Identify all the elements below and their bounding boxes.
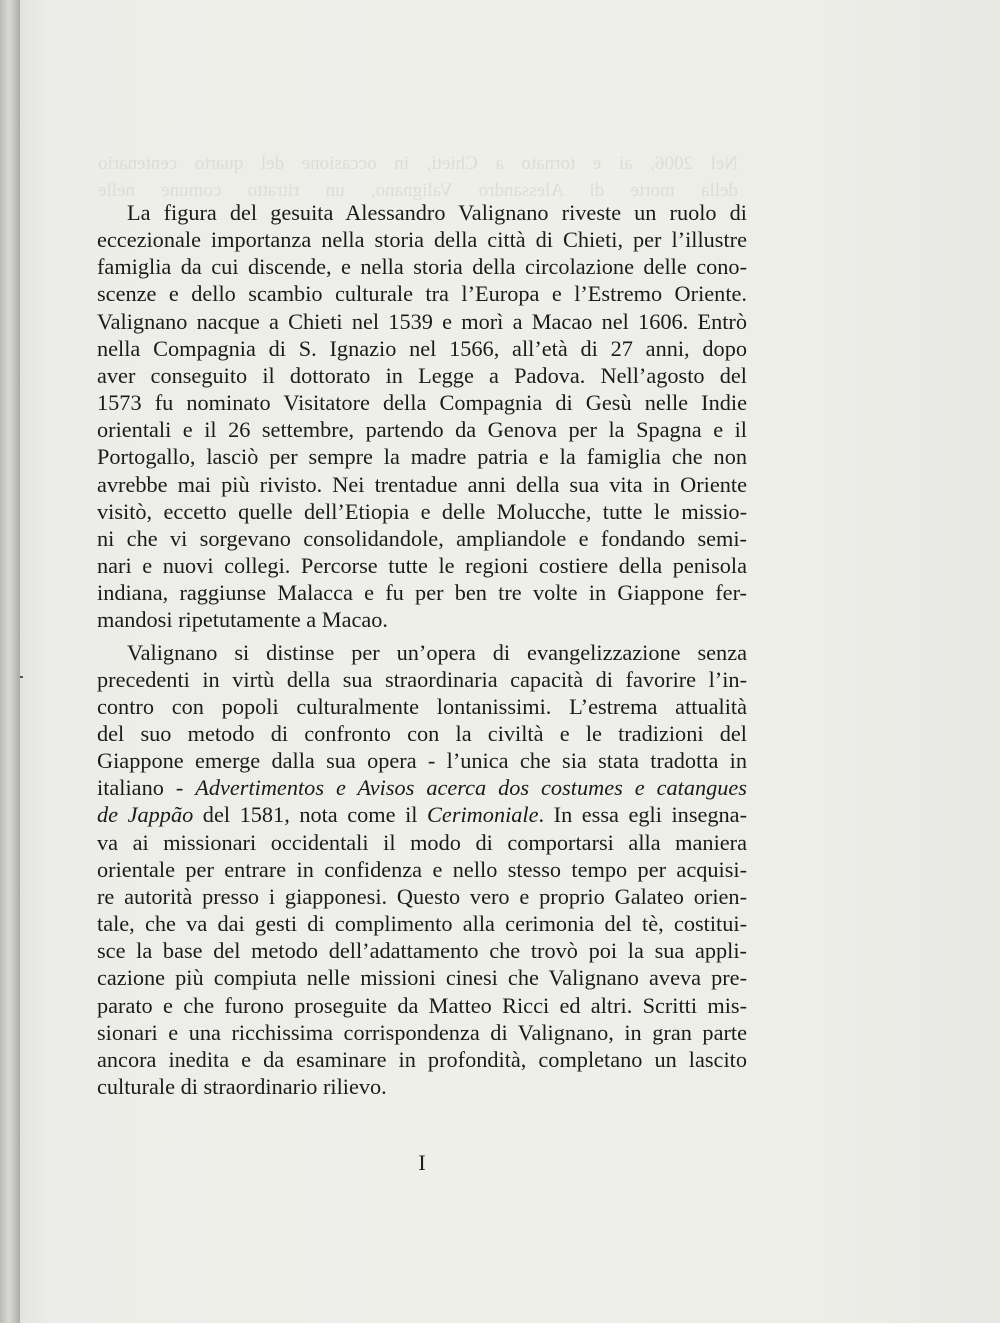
- text-line: mandosi ripetutamente a Macao.: [97, 607, 388, 633]
- text-line: re autorità presso i giapponesi. Questo vero e proprio Galateo orien-: [97, 883, 747, 909]
- text-line: orientale per entrare in confidenza e nello stesso tempo per acquisi-: [97, 856, 747, 882]
- paragraph-2: [97, 639, 747, 1101]
- text-line: scenze e dello scambio culturale tra l’Europa e l’Estremo Oriente.: [97, 281, 747, 307]
- text-line: orientali e il 26 settembre, partendo da Genova per la Spagna e il: [97, 417, 747, 443]
- page-edge-mark: [20, 676, 23, 678]
- text-line: [97, 774, 747, 801]
- text-line: famiglia da cui discende, e nella storia della circolazione delle cono-: [97, 254, 747, 280]
- bleed-through-line: Nel 2006, ai e tornato a Chieti, in occasione del quarto centenario: [98, 153, 738, 174]
- text-line: visitò, eccetto quelle dell’Etiopia e delle Molucche, tutte le missio-: [97, 498, 747, 524]
- text-line: indiana, raggiunse Malacca e fu per ben tre volte in Giappone fer-: [97, 580, 747, 606]
- text-line: parato e che furono proseguite da Matteo Ricci ed altri. Scritti mis-: [97, 992, 747, 1018]
- text-line: Portogallo, lasciò per sempre la madre patria e la famiglia che non: [97, 444, 747, 470]
- bleed-through-line: della morte di Alessandro Valignano, un ritratto comune nelle: [98, 180, 738, 201]
- text-line: contro con popoli culturalmente lontanissimi. L’estrema attualità: [97, 693, 747, 719]
- text-line: cazione più compiuta nelle missioni cinesi che Valignano aveva pre-: [97, 965, 747, 991]
- text-line: tale, che va dai gesti di complimento alla cerimonia del tè, costitui-: [97, 911, 747, 937]
- text-line: aver conseguito il dottorato in Legge a Padova. Nell’agosto del: [97, 362, 747, 388]
- body-text: [97, 199, 747, 1100]
- text-segment: . In essa egli insegna-: [538, 802, 748, 828]
- text-segment: italiano -: [97, 775, 196, 801]
- text-line: ancora inedita e da esaminare in profondità, completano un lascito: [97, 1046, 747, 1072]
- text-line: [97, 801, 747, 828]
- book-spine-edge: [0, 0, 20, 1323]
- text-line: ni che vi sorgevano consolidandole, ampliandole e fondando semi-: [97, 525, 747, 551]
- text-line: culturale di straordinario rilievo.: [97, 1074, 387, 1099]
- bleed-through-text: [98, 150, 738, 204]
- text-line: precedenti in virtù della sua straordinaria capacità di favorire l’in-: [97, 666, 747, 692]
- text-line: avrebbe mai più rivisto. Nei trentadue anni della sua vita in Oriente: [97, 471, 747, 497]
- paragraph-1: [97, 199, 747, 634]
- book-title-italic: Cerimoniale: [427, 802, 539, 828]
- text-line: del suo metodo di confronto con la civiltà e le tradizioni del: [97, 720, 747, 746]
- page-number: I: [418, 1150, 426, 1175]
- book-page: [20, 0, 1000, 1323]
- text-segment: del 1581, nota come il: [193, 802, 428, 828]
- text-line: sce la base del metodo dell’adattamento che trovò poi la sua appli-: [97, 938, 747, 964]
- text-line: Valignano nacque a Chieti nel 1539 e morì a Macao nel 1606. Entrò: [97, 308, 747, 334]
- text-line: Giappone emerge dalla sua opera - l’unica che sia stata tradotta in: [97, 748, 747, 774]
- text-line: nella Compagnia di S. Ignazio nel 1566, all’età di 27 anni, dopo: [97, 335, 747, 361]
- text-line: sionari e una ricchissima corrispondenza di Valignano, in gran parte: [97, 1019, 747, 1045]
- text-line: La figura del gesuita Alessandro Valignano riveste un ruolo di: [127, 200, 747, 225]
- book-title-italic: Advertimentos e Avisos acerca dos costumes e catangues: [195, 775, 747, 801]
- text-line: 1573 fu nominato Visitatore della Compagnia di Gesù nelle Indie: [97, 390, 747, 416]
- text-line: nari e nuovi collegi. Percorse tutte le regioni costiere della penisola: [97, 553, 747, 579]
- text-line: eccezionale importanza nella storia della città di Chieti, per l’illustre: [97, 227, 747, 253]
- book-title-italic: de Jappão: [97, 802, 194, 828]
- text-line: va ai missionari occidentali il modo di comportarsi alla maniera: [97, 829, 747, 855]
- text-line: Valignano si distinse per un’opera di evangelizzazione senza: [127, 639, 747, 665]
